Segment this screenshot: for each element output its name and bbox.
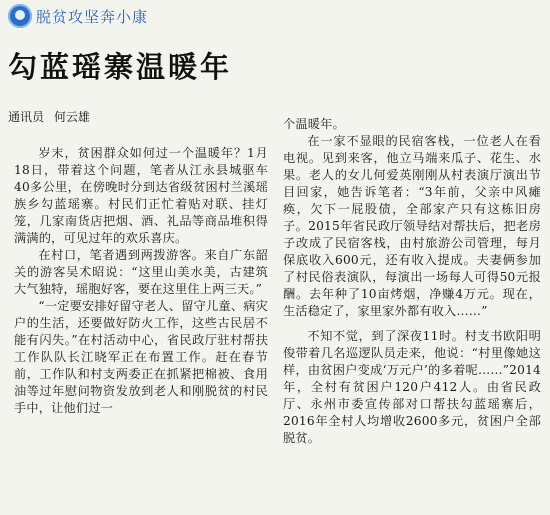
article-paragraph: “一定要安排好留守老人、留守儿童、病灾户的生活，还要做好防火工作，这些古民居不能有闪失。”在村活动中心，省民政厅驻村帮扶工作队队长江晓军正在布置工作。赶在春节前，工作队和村支两委正在抓紧把棉被、食用油等过年慰问物资发放到老人和刚脱贫的村民手中，让他们过一 bbox=[14, 299, 268, 415]
column-label: 脱贫攻坚奔小康 bbox=[36, 7, 149, 26]
byline bbox=[8, 108, 90, 125]
article-paragraph: 岁末，贫困群众如何过一个温暖年？1月18日，带着这个问题，笔者从江永县城驱车40多公里，在傍晚时分到达省级贫困村兰溪瑶族乡勾蓝瑶寨。村民们正忙着贴对联、挂灯笼，几家南货店把烟、酒、礼品等商品堆积得满满的，可见过年的欢乐喜庆。 bbox=[14, 146, 268, 245]
byline-role: 通讯员 bbox=[8, 110, 45, 124]
column-logo-icon bbox=[8, 4, 32, 28]
article-paragraph: 不知不觉，到了深夜11时。村支书欧阳明俊带着几名巡逻队员走来，他说：“村里像她这样，由贫困户变成‘万元户’的多着呢……”2014年，全村有贫困户120户412人。由省民政厅、永州市委宣传部对口帮扶勾蓝瑶寨后，2016年全村人均增收2600多元，贫困户全部脱贫。 bbox=[283, 329, 541, 445]
article-paragraph: 在一家不显眼的民宿客栈，一位老人在看电视。见到来客，他立马端来瓜子、花生、水果。老人的女儿何爱英刚刚从村表演厅演出节目回家，她告诉笔者：“3年前，父亲中风瘫痪，欠下一屁股债，全部家产只有这栋旧房子。2015年省民政厅领导结对帮扶后，把老房子改成了民宿客栈，由村旅游公司管理，每月保底收入600元，还有收入提成。夫妻俩参加了村民俗表演队，每演出一场每人可得50元报酬。去年种了10亩烤烟，净赚4万元。现在，生活稳定了，家里家外都有收入……” bbox=[283, 134, 541, 318]
article-headline: 勾蓝瑶寨温暖年 bbox=[8, 50, 233, 84]
article-column-right bbox=[283, 116, 541, 447]
article-column-left bbox=[14, 145, 268, 417]
article-paragraph: 在村口，笔者遇到两拨游客。来自广东韶关的游客吴术昭说：“这里山美水美，古建筑大气独特，瑶胞好客，要在这里住上两三天。” bbox=[14, 248, 268, 296]
paragraph-spacer bbox=[283, 320, 541, 328]
column-header bbox=[8, 4, 148, 28]
article-paragraph: 个温暖年。 bbox=[283, 117, 345, 131]
byline-name: 何云雄 bbox=[53, 110, 90, 124]
